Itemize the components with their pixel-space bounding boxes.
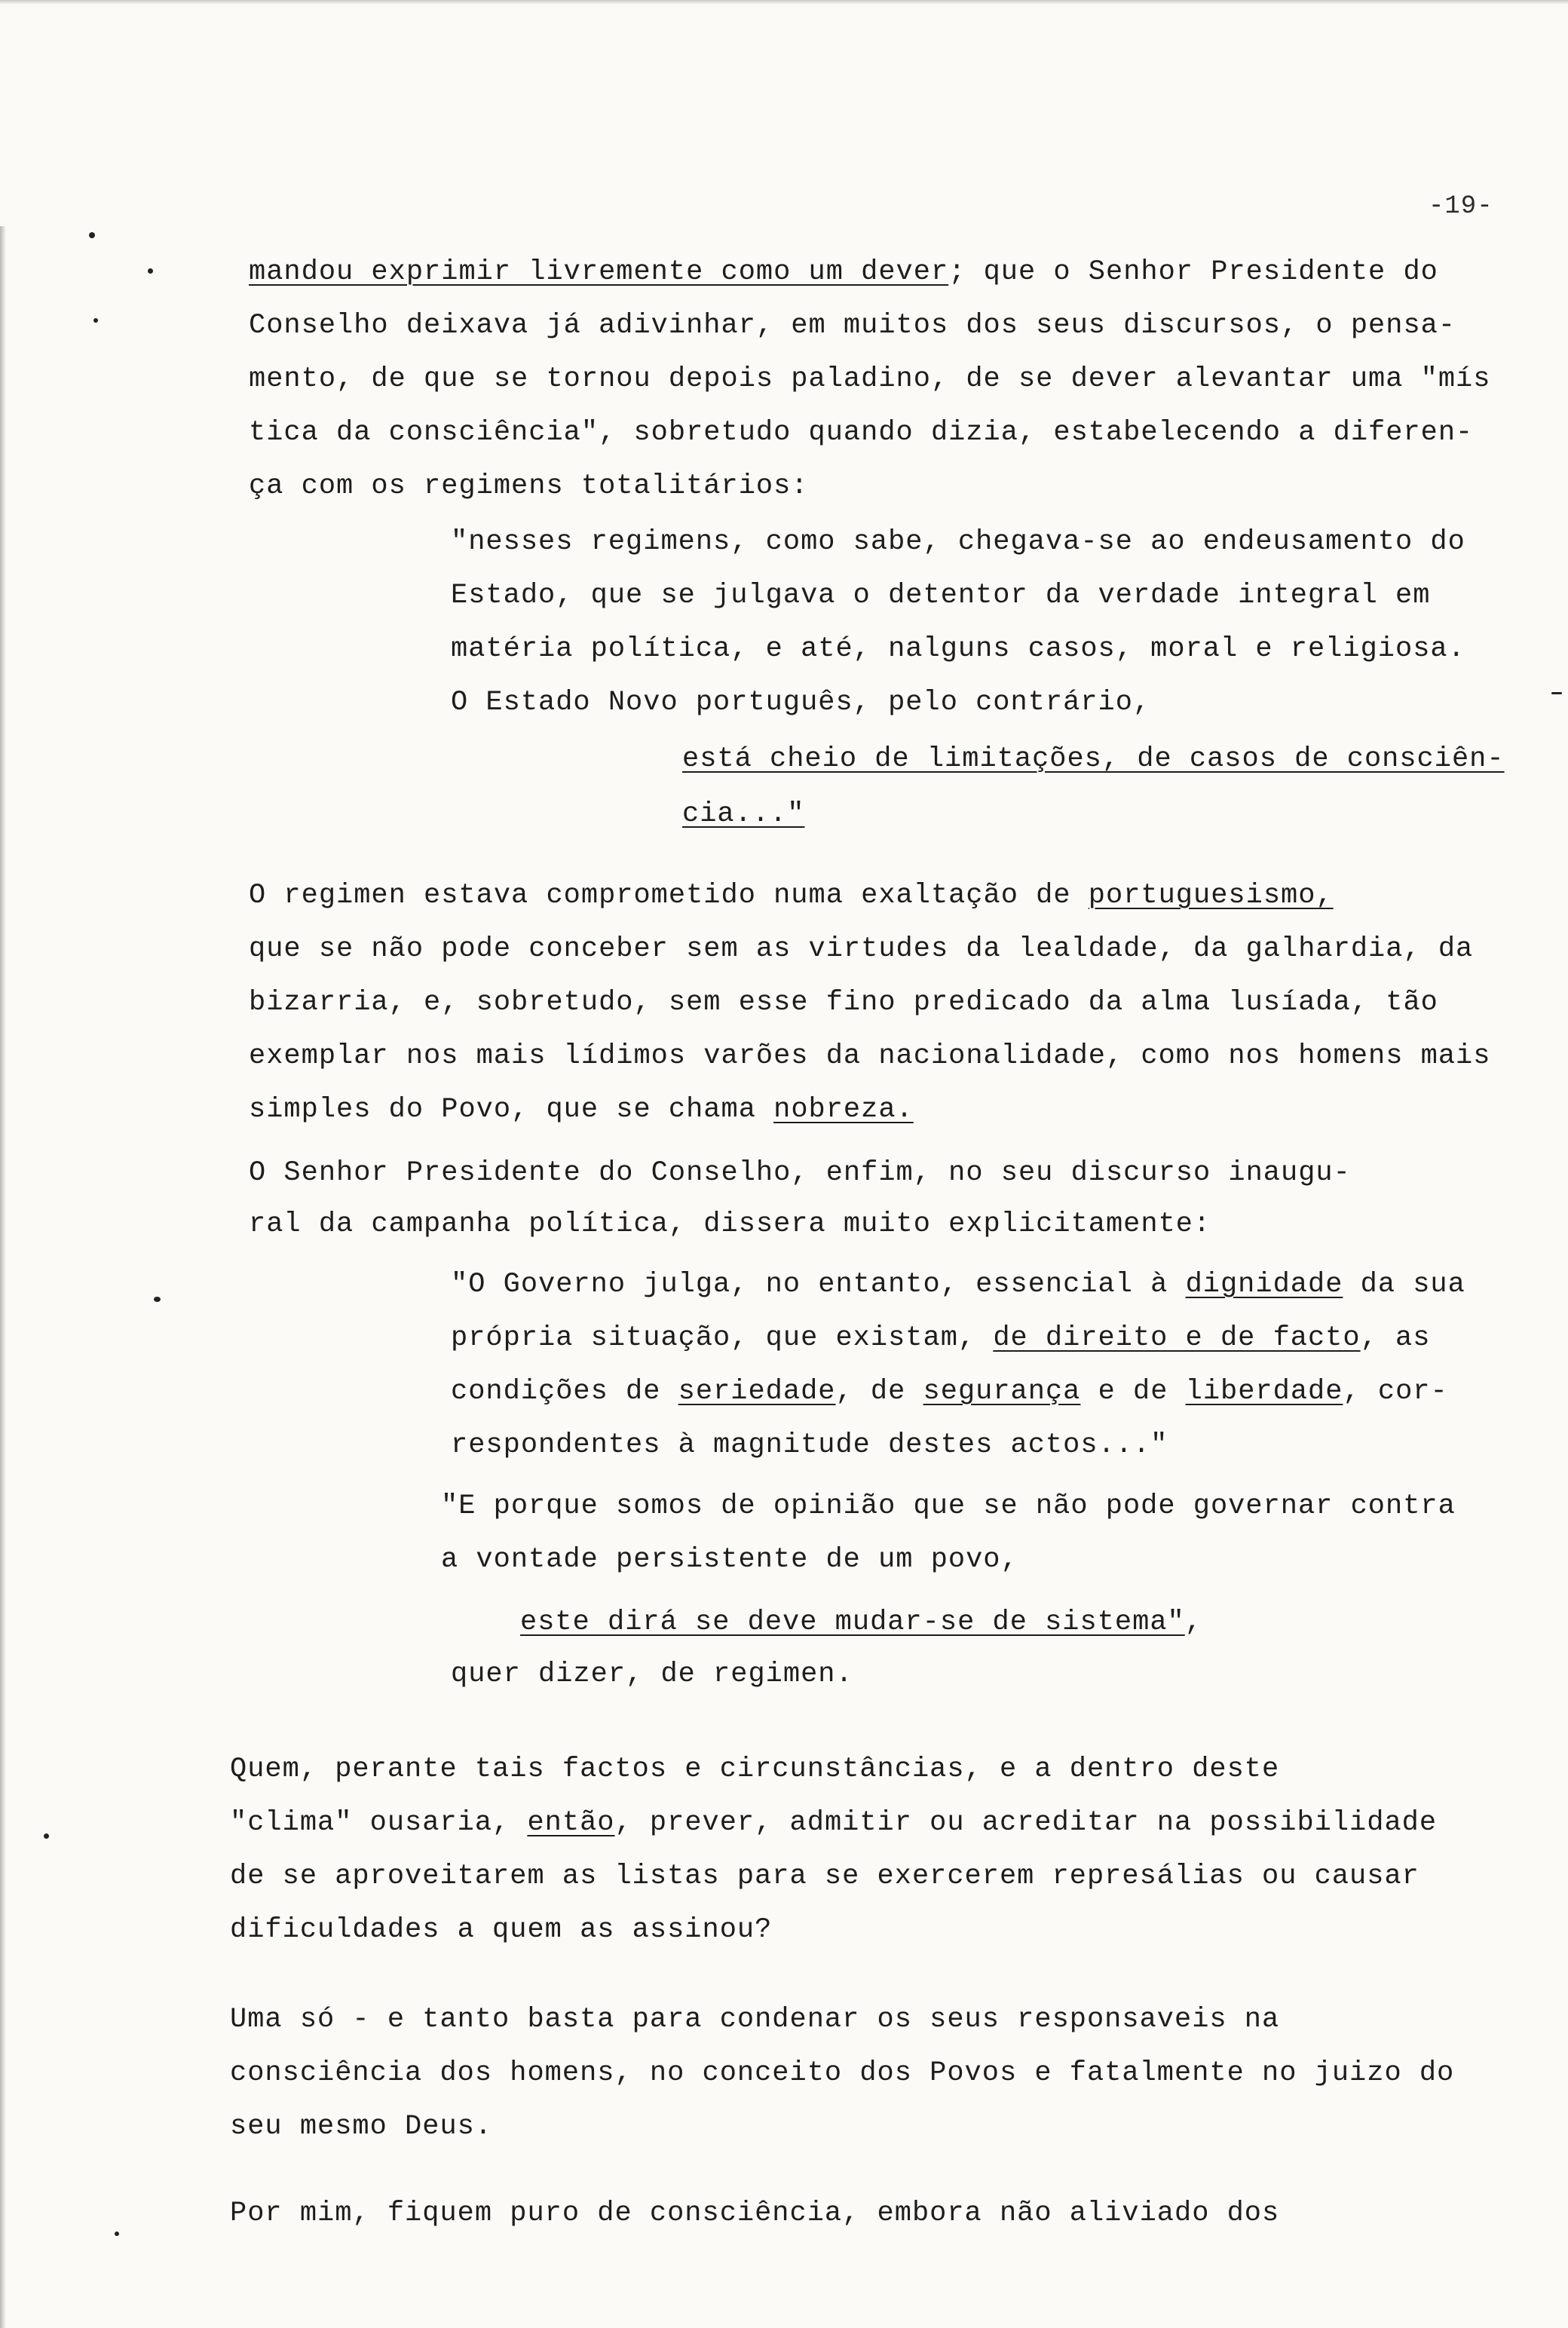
text-segment: tica da consciência", sobretudo quando dizia, estabelecendo a diferen- bbox=[249, 417, 1474, 449]
text-segment: , bbox=[1184, 1607, 1202, 1638]
text-line bbox=[451, 580, 1430, 611]
text-segment: , prever, admitir ou acreditar na possibilidade bbox=[614, 1807, 1438, 1839]
text-segment: , as bbox=[1360, 1322, 1431, 1354]
scan-top-edge bbox=[0, 0, 1568, 5]
text-segment: "E porque somos de opinião que se não pode governar contra bbox=[441, 1490, 1456, 1522]
text-segment: Por mim, fiquem puro de consciência, embora não aliviado dos bbox=[230, 2198, 1280, 2229]
text-line bbox=[249, 363, 1490, 395]
text-line bbox=[230, 2198, 1279, 2229]
page-number: -19- bbox=[1429, 192, 1493, 221]
text-segment: ça com os regimens totalitários: bbox=[249, 470, 809, 502]
scan-speck bbox=[154, 1297, 161, 1302]
text-line bbox=[451, 633, 1465, 665]
text-line bbox=[451, 526, 1465, 558]
text-line bbox=[249, 933, 1473, 965]
text-line bbox=[230, 2057, 1454, 2089]
text-segment: O Estado Novo português, pelo contrário, bbox=[451, 687, 1151, 718]
text-segment: condições de bbox=[451, 1376, 678, 1408]
text-segment: , cor- bbox=[1343, 1376, 1448, 1408]
text-line bbox=[441, 1544, 1018, 1576]
underlined-text: dignidade bbox=[1185, 1269, 1343, 1300]
text-line bbox=[249, 310, 1456, 342]
text-line bbox=[230, 1754, 1279, 1785]
scan-speck bbox=[89, 232, 95, 238]
text-line bbox=[451, 1376, 1448, 1408]
text-segment: O regimen estava comprometido numa exaltação de bbox=[249, 880, 1089, 911]
underlined-text: liberdade bbox=[1185, 1376, 1343, 1408]
text-line bbox=[249, 256, 1438, 288]
text-segment: mento, de que se tornou depois paladino, de se dever alevantar uma "mís bbox=[249, 363, 1491, 395]
text-line bbox=[249, 1094, 914, 1126]
text-segment: consciência dos homens, no conceito dos Povos e fatalmente no juizo do bbox=[230, 2057, 1455, 2089]
text-line bbox=[520, 1607, 1202, 1638]
text-segment: ; que o Senhor Presidente do bbox=[948, 256, 1438, 288]
underlined-text: de direito e de facto bbox=[993, 1322, 1361, 1354]
text-segment: ral da campanha política, dissera muito explicitamente: bbox=[249, 1208, 1211, 1240]
underlined-text: segurança bbox=[923, 1376, 1081, 1408]
text-segment: Quem, perante tais factos e circunstâncias, e a dentro deste bbox=[230, 1754, 1280, 1785]
text-line bbox=[451, 1322, 1430, 1354]
text-line bbox=[249, 417, 1473, 449]
text-segment: Conselho deixava já adivinhar, em muitos dos seus discursos, o pensa- bbox=[249, 310, 1456, 342]
text-line bbox=[451, 687, 1150, 718]
text-line bbox=[249, 1157, 1351, 1189]
text-line bbox=[249, 470, 809, 502]
text-line bbox=[230, 2004, 1279, 2035]
text-segment: matéria política, e até, nalguns casos, moral e religiosa. bbox=[451, 633, 1465, 665]
underlined-text: seriedade bbox=[678, 1376, 836, 1408]
text-segment: Estado, que se julgava o detentor da verdade integral em bbox=[451, 580, 1431, 611]
text-line bbox=[249, 987, 1438, 1018]
text-segment: de se aproveitarem as listas para se exercerem represálias ou causar bbox=[230, 1861, 1419, 1892]
scan-speck bbox=[93, 318, 98, 323]
scan-left-edge bbox=[0, 226, 6, 2328]
text-segment: "clima" ousaria, bbox=[230, 1807, 528, 1839]
underlined-text: cia..." bbox=[682, 798, 805, 830]
underlined-text: então bbox=[527, 1807, 615, 1839]
text-segment: quer dizer, de regimen. bbox=[451, 1659, 853, 1690]
text-segment: Uma só - e tanto basta para condenar os seus responsaveis na bbox=[230, 2004, 1280, 2035]
text-segment: da sua bbox=[1343, 1269, 1465, 1300]
text-line bbox=[249, 1040, 1490, 1072]
text-line bbox=[230, 1807, 1437, 1839]
text-line bbox=[451, 1429, 1168, 1461]
text-segment: seu mesmo Deus. bbox=[230, 2111, 493, 2143]
text-segment: que se não pode conceber sem as virtudes da lealdade, da galhardia, da bbox=[249, 933, 1474, 965]
scan-speck bbox=[1551, 692, 1562, 694]
text-line bbox=[682, 798, 804, 830]
text-line bbox=[441, 1490, 1456, 1522]
text-segment: "nesses regimens, como sabe, chegava-se ao endeusamento do bbox=[451, 526, 1465, 558]
underlined-text: nobreza. bbox=[773, 1094, 914, 1126]
text-segment: , de bbox=[835, 1376, 923, 1408]
text-segment: bizarria, e, sobretudo, sem esse fino predicado da alma lusíada, tão bbox=[249, 987, 1438, 1018]
text-segment: e de bbox=[1080, 1376, 1186, 1408]
text-segment: própria situação, que existam, bbox=[451, 1322, 994, 1354]
text-segment: simples do Povo, que se chama bbox=[249, 1094, 774, 1126]
text-line bbox=[230, 1914, 772, 1946]
text-line bbox=[451, 1659, 853, 1690]
scan-speck bbox=[115, 2232, 119, 2236]
text-line bbox=[682, 743, 1505, 775]
text-line bbox=[230, 1861, 1419, 1892]
text-segment: "O Governo julga, no entanto, essencial à bbox=[451, 1269, 1186, 1300]
text-segment: exemplar nos mais lídimos varões da nacionalidade, como nos homens mais bbox=[249, 1040, 1491, 1072]
text-line bbox=[249, 1208, 1211, 1240]
underlined-text: este dirá se deve mudar-se de sistema" bbox=[520, 1607, 1185, 1638]
text-line bbox=[451, 1269, 1465, 1300]
scan-speck bbox=[44, 1833, 49, 1839]
text-segment: O Senhor Presidente do Conselho, enfim, no seu discurso inaugu- bbox=[249, 1157, 1351, 1189]
text-segment: a vontade persistente de um povo, bbox=[441, 1544, 1018, 1576]
text-line bbox=[230, 2111, 492, 2143]
underlined-text: mandou exprimir livremente como um dever bbox=[249, 256, 949, 288]
scan-speck bbox=[148, 268, 153, 274]
text-segment: respondentes à magnitude destes actos..." bbox=[451, 1429, 1168, 1461]
underlined-text: portuguesismo, bbox=[1088, 880, 1334, 911]
text-line bbox=[249, 880, 1334, 911]
underlined-text: está cheio de limitações, de casos de consciên- bbox=[682, 743, 1505, 775]
text-segment: dificuldades a quem as assinou? bbox=[230, 1914, 773, 1946]
